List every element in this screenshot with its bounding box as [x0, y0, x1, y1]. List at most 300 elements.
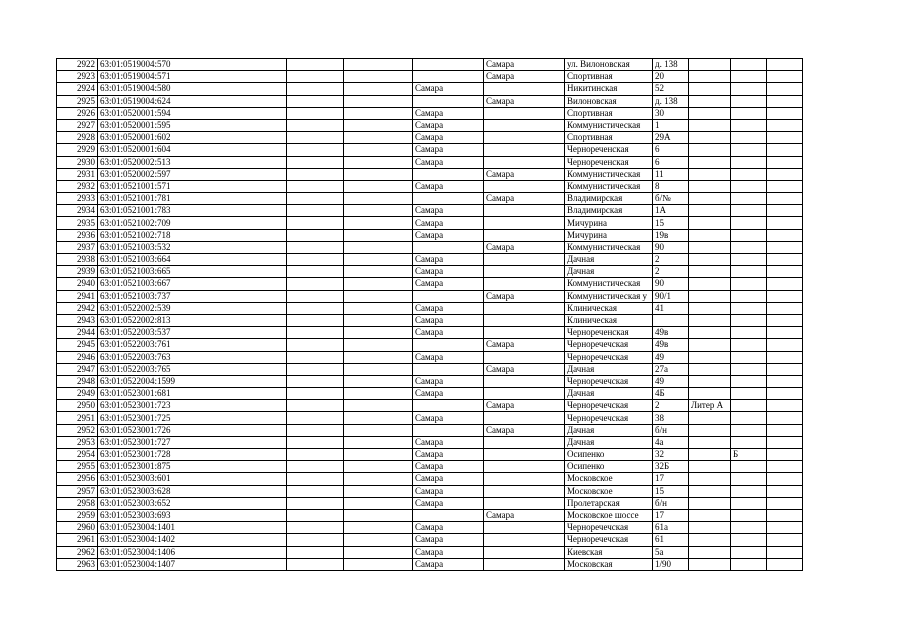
house-cell: 20 — [653, 71, 689, 83]
mark-cell — [731, 119, 767, 131]
mark-cell — [731, 485, 767, 497]
empty-cell — [767, 132, 803, 144]
city-alt-cell — [484, 83, 565, 95]
table-row — [57, 424, 803, 436]
row-number-cell: 2940 — [57, 278, 98, 290]
empty-cell — [287, 497, 344, 509]
street-cell: Осипенко — [565, 449, 653, 461]
table-row — [57, 473, 803, 485]
cadastral-number-cell: 63:01:0523001:727 — [98, 436, 287, 448]
empty-cell — [287, 449, 344, 461]
street-cell: Московская — [565, 558, 653, 570]
empty-cell — [767, 144, 803, 156]
empty-cell — [344, 83, 413, 95]
city-alt-cell — [484, 107, 565, 119]
city-cell — [413, 168, 484, 180]
table-row — [57, 339, 803, 351]
row-number-cell: 2922 — [57, 59, 98, 71]
empty-cell — [287, 388, 344, 400]
city-alt-cell: Самара — [484, 424, 565, 436]
house-cell: 15 — [653, 217, 689, 229]
table-row — [57, 205, 803, 217]
mark-cell — [731, 412, 767, 424]
city-cell — [413, 290, 484, 302]
row-number-cell: 2956 — [57, 473, 98, 485]
city-alt-cell — [484, 266, 565, 278]
city-alt-cell — [484, 461, 565, 473]
city-cell: Самара — [413, 351, 484, 363]
city-cell: Самара — [413, 254, 484, 266]
city-cell — [413, 339, 484, 351]
mark-cell — [731, 327, 767, 339]
cadastral-number-cell: 63:01:0522003:763 — [98, 351, 287, 363]
table-row — [57, 156, 803, 168]
row-number-cell: 2949 — [57, 388, 98, 400]
street-cell: Черноречечская — [565, 375, 653, 387]
empty-cell — [767, 205, 803, 217]
empty-cell — [767, 278, 803, 290]
city-cell: Самара — [413, 522, 484, 534]
empty-cell — [344, 59, 413, 71]
empty-cell — [344, 156, 413, 168]
table-body — [57, 59, 803, 571]
house-cell: 1А — [653, 205, 689, 217]
row-number-cell: 2924 — [57, 83, 98, 95]
table-row — [57, 485, 803, 497]
mark-cell — [731, 266, 767, 278]
city-cell — [413, 71, 484, 83]
empty-cell — [767, 509, 803, 521]
extra-cell — [689, 473, 731, 485]
cadastral-number-cell: 63:01:0519004:580 — [98, 83, 287, 95]
extra-cell — [689, 168, 731, 180]
empty-cell — [287, 205, 344, 217]
city-alt-cell: Самара — [484, 71, 565, 83]
house-cell: 5а — [653, 546, 689, 558]
table-row — [57, 546, 803, 558]
empty-cell — [287, 107, 344, 119]
house-cell: 30 — [653, 107, 689, 119]
empty-cell — [767, 461, 803, 473]
empty-cell — [287, 461, 344, 473]
city-alt-cell — [484, 436, 565, 448]
city-alt-cell — [484, 558, 565, 570]
city-cell: Самара — [413, 107, 484, 119]
cadastral-number-cell: 63:01:0521003:667 — [98, 278, 287, 290]
extra-cell — [689, 290, 731, 302]
house-cell: 6 — [653, 144, 689, 156]
empty-cell — [287, 534, 344, 546]
row-number-cell: 2938 — [57, 254, 98, 266]
empty-cell — [287, 193, 344, 205]
street-cell: Киевская — [565, 546, 653, 558]
empty-cell — [287, 375, 344, 387]
mark-cell — [731, 388, 767, 400]
extra-cell — [689, 558, 731, 570]
street-cell: Спортивная — [565, 107, 653, 119]
row-number-cell: 2955 — [57, 461, 98, 473]
city-alt-cell: Самара — [484, 168, 565, 180]
mark-cell — [731, 83, 767, 95]
street-cell: Дачная — [565, 436, 653, 448]
extra-cell — [689, 156, 731, 168]
table-row — [57, 83, 803, 95]
row-number-cell: 2931 — [57, 168, 98, 180]
street-cell: Клиническая — [565, 302, 653, 314]
empty-cell — [287, 412, 344, 424]
city-alt-cell — [484, 278, 565, 290]
street-cell: Чернореченская — [565, 327, 653, 339]
empty-cell — [344, 241, 413, 253]
extra-cell — [689, 509, 731, 521]
street-cell: Чернореченская — [565, 156, 653, 168]
house-cell: б/н — [653, 424, 689, 436]
mark-cell — [731, 558, 767, 570]
table-row — [57, 229, 803, 241]
cadastral-number-cell: 63:01:0523003:693 — [98, 509, 287, 521]
empty-cell — [344, 546, 413, 558]
empty-cell — [287, 485, 344, 497]
empty-cell — [287, 424, 344, 436]
empty-cell — [344, 168, 413, 180]
mark-cell — [731, 546, 767, 558]
cadastral-number-cell: 63:01:0519004:571 — [98, 71, 287, 83]
empty-cell — [287, 522, 344, 534]
cadastral-number-cell: 63:01:0521003:665 — [98, 266, 287, 278]
empty-cell — [287, 266, 344, 278]
mark-cell — [731, 436, 767, 448]
cadastral-number-cell: 63:01:0523004:1402 — [98, 534, 287, 546]
address-table — [56, 58, 803, 571]
empty-cell — [344, 217, 413, 229]
mark-cell: Б — [731, 449, 767, 461]
empty-cell — [767, 156, 803, 168]
empty-cell — [287, 156, 344, 168]
empty-cell — [287, 119, 344, 131]
empty-cell — [287, 558, 344, 570]
house-cell: 17 — [653, 473, 689, 485]
table-row — [57, 327, 803, 339]
mark-cell — [731, 71, 767, 83]
extra-cell — [689, 388, 731, 400]
table-row — [57, 193, 803, 205]
city-cell: Самара — [413, 302, 484, 314]
empty-cell — [344, 461, 413, 473]
house-cell: 90/1 — [653, 290, 689, 302]
cadastral-number-cell: 63:01:0521003:737 — [98, 290, 287, 302]
row-number-cell: 2923 — [57, 71, 98, 83]
house-cell: 2 — [653, 266, 689, 278]
table-row — [57, 254, 803, 266]
house-cell: 32 — [653, 449, 689, 461]
city-alt-cell — [484, 229, 565, 241]
mark-cell — [731, 156, 767, 168]
house-cell: 52 — [653, 83, 689, 95]
street-cell: Дачная — [565, 254, 653, 266]
row-number-cell: 2928 — [57, 132, 98, 144]
extra-cell — [689, 546, 731, 558]
extra-cell — [689, 119, 731, 131]
mark-cell — [731, 193, 767, 205]
empty-cell — [344, 107, 413, 119]
house-cell: 4Б — [653, 388, 689, 400]
empty-cell — [767, 254, 803, 266]
mark-cell — [731, 241, 767, 253]
city-alt-cell: Самара — [484, 193, 565, 205]
empty-cell — [344, 144, 413, 156]
empty-cell — [344, 485, 413, 497]
empty-cell — [344, 412, 413, 424]
extra-cell — [689, 363, 731, 375]
street-cell: Спортивная — [565, 132, 653, 144]
street-cell: Коммунистическая — [565, 180, 653, 192]
mark-cell — [731, 144, 767, 156]
empty-cell — [287, 71, 344, 83]
city-alt-cell — [484, 497, 565, 509]
cadastral-number-cell: 63:01:0519004:570 — [98, 59, 287, 71]
empty-cell — [287, 95, 344, 107]
street-cell: Клиническая — [565, 314, 653, 326]
city-alt-cell — [484, 205, 565, 217]
house-cell: 6 — [653, 156, 689, 168]
empty-cell — [767, 119, 803, 131]
empty-cell — [767, 193, 803, 205]
city-alt-cell — [484, 522, 565, 534]
empty-cell — [287, 144, 344, 156]
mark-cell — [731, 180, 767, 192]
extra-cell — [689, 59, 731, 71]
row-number-cell: 2954 — [57, 449, 98, 461]
empty-cell — [767, 290, 803, 302]
extra-cell — [689, 107, 731, 119]
city-cell — [413, 400, 484, 412]
row-number-cell: 2935 — [57, 217, 98, 229]
table-row — [57, 132, 803, 144]
street-cell: Черноречечская — [565, 351, 653, 363]
extra-cell — [689, 132, 731, 144]
extra-cell — [689, 424, 731, 436]
empty-cell — [287, 546, 344, 558]
mark-cell — [731, 132, 767, 144]
cadastral-number-cell: 63:01:0519004:624 — [98, 95, 287, 107]
mark-cell — [731, 351, 767, 363]
row-number-cell: 2951 — [57, 412, 98, 424]
street-cell: Коммунистическая — [565, 168, 653, 180]
city-alt-cell: Самара — [484, 59, 565, 71]
city-alt-cell: Самара — [484, 339, 565, 351]
street-cell: Коммунистическая — [565, 278, 653, 290]
empty-cell — [344, 290, 413, 302]
street-cell: Осипенко — [565, 461, 653, 473]
empty-cell — [767, 473, 803, 485]
empty-cell — [287, 59, 344, 71]
empty-cell — [767, 436, 803, 448]
empty-cell — [344, 509, 413, 521]
empty-cell — [344, 229, 413, 241]
mark-cell — [731, 59, 767, 71]
house-cell: д. 138 — [653, 59, 689, 71]
row-number-cell: 2939 — [57, 266, 98, 278]
table-row — [57, 59, 803, 71]
street-cell: Черноречечская — [565, 534, 653, 546]
city-alt-cell: Самара — [484, 363, 565, 375]
empty-cell — [344, 95, 413, 107]
mark-cell — [731, 314, 767, 326]
table-row — [57, 497, 803, 509]
row-number-cell: 2958 — [57, 497, 98, 509]
mark-cell — [731, 461, 767, 473]
empty-cell — [767, 497, 803, 509]
house-cell: 49в — [653, 339, 689, 351]
extra-cell — [689, 266, 731, 278]
city-cell: Самара — [413, 278, 484, 290]
city-alt-cell — [484, 485, 565, 497]
street-cell: Черноречечская — [565, 412, 653, 424]
city-alt-cell — [484, 302, 565, 314]
house-cell: б/н — [653, 497, 689, 509]
cadastral-number-cell: 63:01:0520001:595 — [98, 119, 287, 131]
empty-cell — [344, 363, 413, 375]
city-alt-cell: Самара — [484, 241, 565, 253]
cadastral-number-cell: 63:01:0521001:781 — [98, 193, 287, 205]
mark-cell — [731, 278, 767, 290]
street-cell: Владимирская — [565, 193, 653, 205]
street-cell: Черноречечская — [565, 339, 653, 351]
row-number-cell: 2925 — [57, 95, 98, 107]
mark-cell — [731, 400, 767, 412]
table-row — [57, 436, 803, 448]
city-alt-cell — [484, 546, 565, 558]
house-cell: 4а — [653, 436, 689, 448]
row-number-cell: 2926 — [57, 107, 98, 119]
empty-cell — [767, 59, 803, 71]
empty-cell — [767, 449, 803, 461]
empty-cell — [767, 266, 803, 278]
empty-cell — [767, 180, 803, 192]
house-cell: 32Б — [653, 461, 689, 473]
city-cell: Самара — [413, 497, 484, 509]
cadastral-number-cell: 63:01:0523003:652 — [98, 497, 287, 509]
street-cell: Коммунистическая — [565, 119, 653, 131]
empty-cell — [767, 558, 803, 570]
city-cell — [413, 509, 484, 521]
mark-cell — [731, 424, 767, 436]
empty-cell — [344, 522, 413, 534]
mark-cell — [731, 375, 767, 387]
city-alt-cell — [484, 217, 565, 229]
extra-cell — [689, 83, 731, 95]
extra-cell — [689, 497, 731, 509]
table-row — [57, 522, 803, 534]
table-row — [57, 302, 803, 314]
cadastral-number-cell: 63:01:0520001:604 — [98, 144, 287, 156]
house-cell: 17 — [653, 509, 689, 521]
table-row — [57, 400, 803, 412]
row-number-cell: 2959 — [57, 509, 98, 521]
city-cell: Самара — [413, 473, 484, 485]
street-cell: ул. Вилоновская — [565, 59, 653, 71]
cadastral-number-cell: 63:01:0523001:875 — [98, 461, 287, 473]
city-alt-cell: Самара — [484, 95, 565, 107]
mark-cell — [731, 95, 767, 107]
extra-cell — [689, 95, 731, 107]
street-cell: Коммунистическая — [565, 241, 653, 253]
city-cell — [413, 241, 484, 253]
mark-cell — [731, 473, 767, 485]
empty-cell — [344, 375, 413, 387]
street-cell: Дачная — [565, 388, 653, 400]
empty-cell — [344, 497, 413, 509]
cadastral-number-cell: 63:01:0523001:726 — [98, 424, 287, 436]
house-cell: 1 — [653, 119, 689, 131]
city-cell: Самара — [413, 132, 484, 144]
city-cell: Самара — [413, 217, 484, 229]
table-row — [57, 266, 803, 278]
table-row — [57, 534, 803, 546]
house-cell: 49 — [653, 351, 689, 363]
row-number-cell: 2927 — [57, 119, 98, 131]
cadastral-number-cell: 63:01:0522003:765 — [98, 363, 287, 375]
empty-cell — [287, 290, 344, 302]
city-cell: Самара — [413, 558, 484, 570]
city-cell — [413, 424, 484, 436]
empty-cell — [344, 205, 413, 217]
row-number-cell: 2944 — [57, 327, 98, 339]
house-cell: 8 — [653, 180, 689, 192]
table-row — [57, 388, 803, 400]
cadastral-number-cell: 63:01:0520001:602 — [98, 132, 287, 144]
empty-cell — [344, 400, 413, 412]
street-cell: Коммунистическая у — [565, 290, 653, 302]
empty-cell — [344, 558, 413, 570]
table-row — [57, 314, 803, 326]
row-number-cell: 2942 — [57, 302, 98, 314]
extra-cell — [689, 217, 731, 229]
row-number-cell: 2941 — [57, 290, 98, 302]
empty-cell — [767, 314, 803, 326]
row-number-cell: 2937 — [57, 241, 98, 253]
street-cell: Никитинская — [565, 83, 653, 95]
cadastral-number-cell: 63:01:0523001:728 — [98, 449, 287, 461]
table-row — [57, 71, 803, 83]
table-row — [57, 363, 803, 375]
extra-cell — [689, 461, 731, 473]
house-cell: б/№ — [653, 193, 689, 205]
empty-cell — [287, 351, 344, 363]
empty-cell — [344, 449, 413, 461]
empty-cell — [767, 375, 803, 387]
city-alt-cell — [484, 144, 565, 156]
city-alt-cell — [484, 314, 565, 326]
empty-cell — [767, 229, 803, 241]
street-cell: Черноречечская — [565, 522, 653, 534]
mark-cell — [731, 229, 767, 241]
empty-cell — [287, 229, 344, 241]
row-number-cell: 2929 — [57, 144, 98, 156]
empty-cell — [287, 217, 344, 229]
row-number-cell: 2952 — [57, 424, 98, 436]
street-cell: Мичурина — [565, 217, 653, 229]
table-row — [57, 509, 803, 521]
city-cell: Самара — [413, 180, 484, 192]
empty-cell — [767, 400, 803, 412]
empty-cell — [287, 473, 344, 485]
house-cell: 2 — [653, 400, 689, 412]
street-cell: Пролетарская — [565, 497, 653, 509]
extra-cell — [689, 229, 731, 241]
empty-cell — [287, 400, 344, 412]
cadastral-number-cell: 63:01:0523003:628 — [98, 485, 287, 497]
